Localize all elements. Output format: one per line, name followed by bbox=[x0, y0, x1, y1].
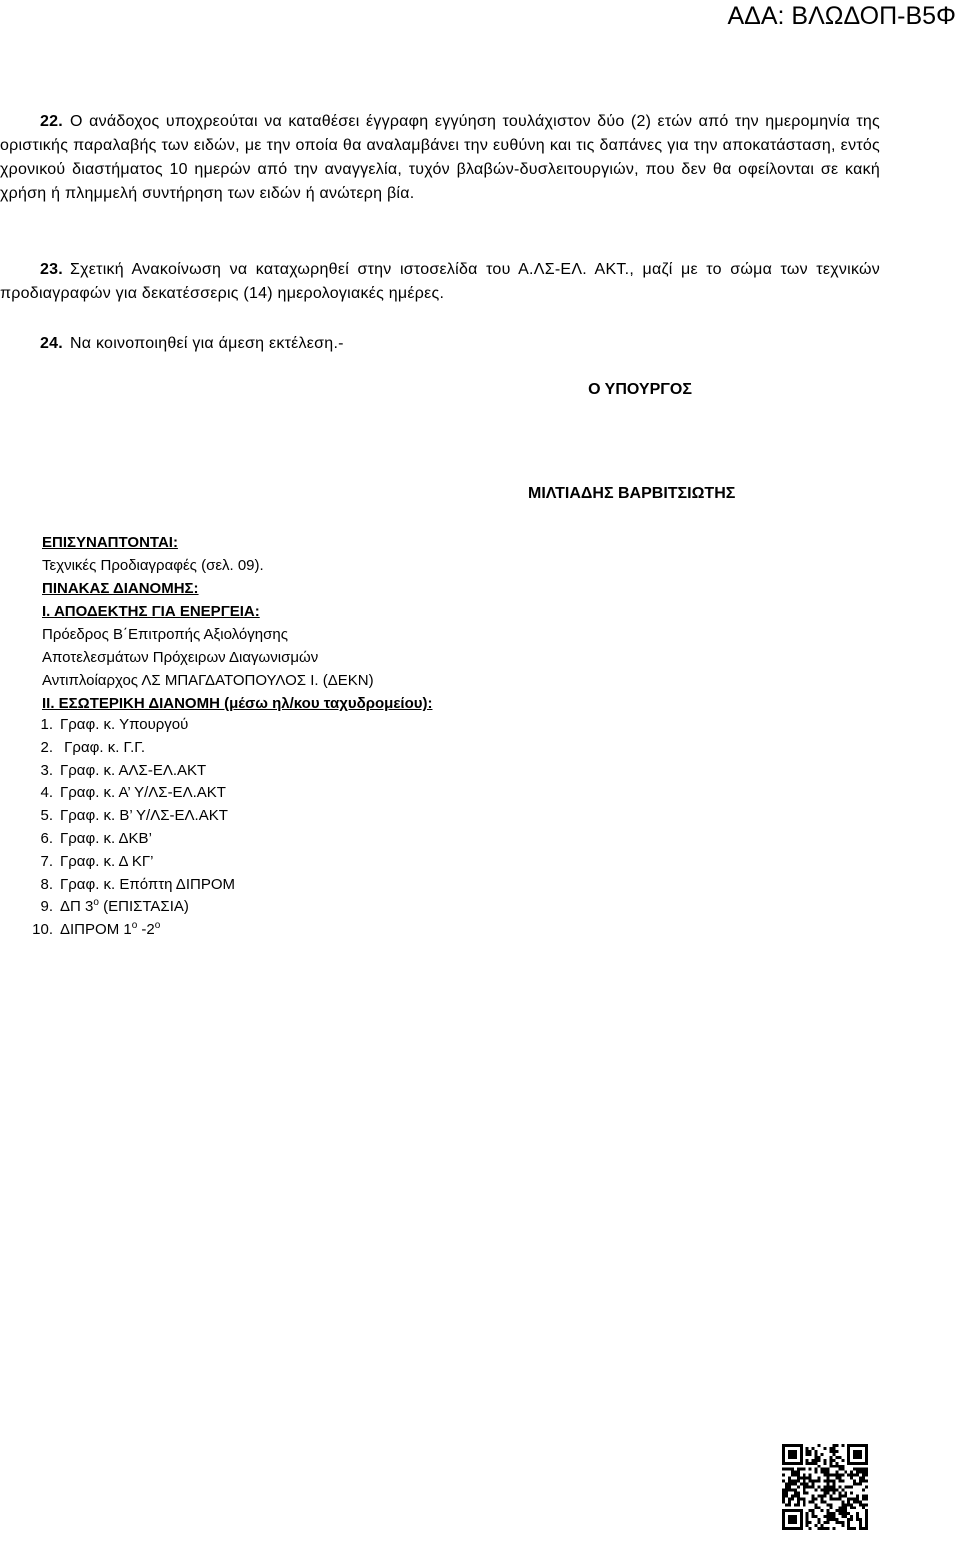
signature-name: ΜΙΛΤΙΑΔΗΣ ΒΑΡΒΙΤΣΙΩΤΗΣ bbox=[528, 485, 736, 502]
list-item: 7. Γραφ. κ. Δ ΚΓ’ bbox=[40, 852, 154, 870]
attached-heading: ΕΠΙΣΥΝΑΠΤΟΝΤΑΙ: bbox=[42, 534, 178, 551]
list-item: 9. ΔΠ $3^o$ (ΕΠΙΣΤΑΣΙΑ) bbox=[40, 897, 189, 916]
recipient-line: Πρόεδρος Β΄Επιτροπής Αξιολόγησης bbox=[42, 626, 288, 643]
list-item: 3. Γραφ. κ. ΑΛΣ-ΕΛ.ΑΚΤ bbox=[40, 761, 207, 779]
list-item: 6. Γραφ. κ. ΔΚΒ’ bbox=[40, 829, 152, 847]
recipient-line: Αντιπλοίαρχος ΛΣ ΜΠΑΓΔΑΤΟΠΟΥΛΟΣ Ι. (ΔΕΚΝ) bbox=[42, 672, 374, 689]
distribution-list bbox=[0, 714, 400, 942]
internal-distribution-heading: ΙΙ. ΕΣΩΤΕΡΙΚΗ ΔΙΑΝΟΜΗ (μέσω ηλ/κου ταχυδρομείου): bbox=[42, 695, 433, 712]
list-item: 8. Γραφ. κ. Επόπτη ΔΙΠΡΟΜ bbox=[40, 875, 235, 893]
paragraph-number: 23. bbox=[40, 261, 63, 278]
list-item: 2. Γραφ. κ. Γ.Γ. bbox=[40, 738, 146, 756]
paragraph-number: 22. bbox=[40, 113, 63, 130]
ada-code: ΑΔΑ: ΒΛΩΔΟΠ-Β5Φ bbox=[727, 2, 956, 30]
recipient-heading: Ι. ΑΠΟΔΕΚΤΗΣ ΓΙΑ ΕΝΕΡΓΕΙΑ: bbox=[42, 603, 260, 620]
list-item: 4. Γραφ. κ. Α’ Υ/ΛΣ-ΕΛ.ΑΚΤ bbox=[40, 784, 226, 802]
annex-block bbox=[42, 531, 562, 715]
distribution-heading: ΠΙΝΑΚΑΣ ΔΙΑΝΟΜΗΣ: bbox=[42, 580, 199, 597]
paragraph-22 bbox=[0, 110, 880, 206]
paragraph-text: Ο ανάδοχος υποχρεούται να καταθέσει έγγραφη εγγύηση τουλάχιστον δύο (2) ετών από την ημερομηνία της οριστικής παραλαβής των ειδών, με την οποία θα αναλαμβάνει την ευθύνη και τις δαπάνες για την αποκατάσταση, εντός χρονικού διαστήματος 10 ημερών από την αναγγελία, τυχόν βλαβών-δυσλειτουργιών, που δεν θα οφείλονται σε κακή χρήση ή πλημμελή συντήρηση των ειδών ή ανώτερη βία. bbox=[0, 113, 880, 202]
paragraph-number: 24. bbox=[40, 335, 63, 352]
attached-item: Τεχνικές Προδιαγραφές (σελ. 09). bbox=[42, 557, 264, 574]
paragraph-text: Σχετική Ανακοίνωση να καταχωρηθεί στην ιστοσελίδα του Α.ΛΣ-ΕΛ. ΑΚΤ., μαζί με το σώμα των τεχνικών προδιαγραφών για δεκατέσσερις (14) ημερολογιακές ημέρες. bbox=[0, 261, 880, 302]
qr-code-icon bbox=[782, 1444, 868, 1530]
recipient-line: Αποτελεσμάτων Πρόχειρων Διαγωνισμών bbox=[42, 649, 319, 666]
list-item: 1. Γραφ. κ. Υπουργού bbox=[40, 716, 189, 733]
signature-title: Ο ΥΠΟΥΡΓΟΣ bbox=[588, 381, 692, 398]
paragraph-23 bbox=[0, 258, 880, 306]
list-item: 5. Γραφ. κ. Β’ Υ/ΛΣ-ΕΛ.ΑΚΤ bbox=[40, 807, 228, 825]
paragraph-text: Να κοινοποιηθεί για άμεση εκτέλεση.- bbox=[70, 335, 344, 352]
list-item: 10. ΔΙΠΡΟΜ $1^o$ $-2^o$ bbox=[32, 920, 161, 939]
paragraph-24 bbox=[0, 332, 880, 356]
